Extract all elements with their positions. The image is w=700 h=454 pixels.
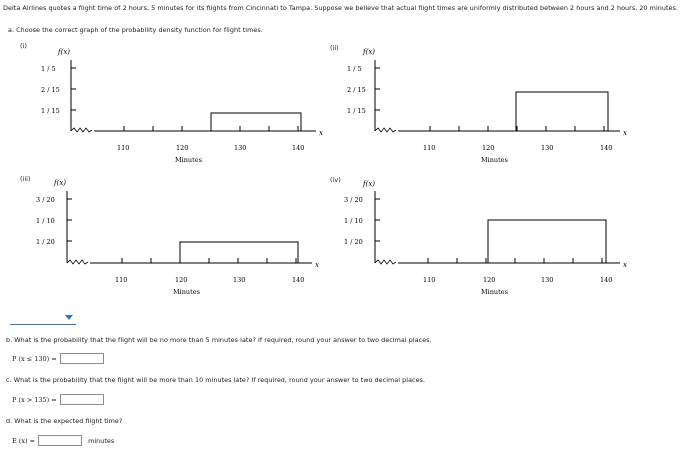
graph-2-density-rect [516,92,608,131]
part-d-unit: minutes [88,436,115,445]
problem-intro: Delta Airlines quotes a flight time of 2 hours, 5 minutes for its flights from Cincinnati to Tampa. Suppose we believe that actual flight times are uniformly distributed between 2 hours and 2 hours, 20 minutes. [3,4,678,12]
graph-4-svg [322,172,637,302]
part-d-question: d. What is the expected flight time? [6,417,123,425]
graph-2-axis-break [375,128,396,132]
part-b-expression: P (x ≤ 130) = [12,354,57,363]
graph-3-xtick-120: 120 [175,276,188,284]
graph-option-1 [20,40,335,170]
graph-2-xtick-130: 130 [541,144,554,152]
graph-3-fx-label: f(x) [54,179,67,187]
graph-4-ytick-1: 3 / 20 [344,196,363,204]
graph-3-xlabel: Minutes [173,288,200,296]
graph-1-ytick-2: 2 / 15 [41,86,60,94]
graph-1-density-rect [211,113,301,131]
part-d-expression: E (x) = [12,436,36,445]
part-a-question: a. Choose the correct graph of the probability density function for flight times. [8,26,263,34]
graph-1-xtick-110: 110 [117,144,130,152]
graph-option-2 [322,40,637,170]
graph-2-xlabel: Minutes [481,156,508,164]
graph-1-x-symbol: x [319,129,323,137]
graph-1-fx-label: f(x) [58,48,71,56]
graph-2-ytick-1: 1 / 5 [347,65,362,73]
part-b-question: b. What is the probability that the flight will be no more than 5 minutes late? If required, round your answer to two decimal places. [6,336,432,344]
part-d-answer-input[interactable] [38,435,82,446]
chevron-down-icon [65,315,73,320]
part-b-answer-input[interactable] [60,353,104,364]
part-c-question: c. What is the probability that the flight will be more than 10 minutes late? If required, round your answer to two decimal places. [6,376,426,384]
graph-choice-dropdown[interactable] [10,313,76,325]
part-d-row [12,434,114,447]
graph-2-ytick-2: 2 / 15 [347,86,366,94]
graph-2-x-symbol: x [623,129,627,137]
part-c-answer-input[interactable] [60,394,104,405]
graph-2-xtick-120: 120 [482,144,495,152]
part-c-expression: P (x > 135) = [12,395,57,404]
graph-1-ytick-3: 1 / 15 [41,107,60,115]
graph-2-xtick-140: 140 [600,144,613,152]
graph-4-density-rect [488,220,606,263]
graph-3-axis-break [67,260,88,264]
graph-4-xtick-140: 140 [600,276,613,284]
graph-4-xtick-130: 130 [541,276,554,284]
graph-3-ytick-1: 3 / 20 [36,196,55,204]
option-4-label: (iv) [330,176,341,184]
graph-4-fx-label: f(x) [363,180,376,188]
graph-3-xtick-140: 140 [292,276,305,284]
option-3-label: (iii) [20,175,31,183]
option-2-label: (ii) [330,44,339,52]
part-c-row [12,393,104,406]
part-b-row [12,352,104,365]
graph-4-xtick-120: 120 [483,276,496,284]
graph-4-x-symbol: x [623,261,627,269]
graph-option-4 [322,172,637,302]
graph-option-3 [20,172,335,302]
option-1-label: (i) [20,42,27,50]
graph-3-xtick-130: 130 [233,276,246,284]
graph-3-ytick-3: 1 / 20 [36,238,55,246]
graph-3-xtick-110: 110 [115,276,128,284]
graph-3-svg [20,172,335,302]
graph-4-xtick-110: 110 [423,276,436,284]
graph-1-xlabel: Minutes [175,156,202,164]
graph-1-svg [20,40,335,170]
graph-1-xtick-130: 130 [234,144,247,152]
graph-2-xtick-110: 110 [423,144,436,152]
graph-4-axis-break [375,260,396,264]
graph-2-ytick-3: 1 / 15 [347,107,366,115]
graph-3-x-symbol: x [315,261,319,269]
graph-1-ytick-1: 1 / 5 [41,65,56,73]
graph-1-xtick-140: 140 [292,144,305,152]
graph-4-ytick-2: 1 / 10 [344,217,363,225]
graph-1-axis-break [71,128,92,132]
graph-3-density-rect [180,242,298,263]
graph-1-xtick-120: 120 [176,144,189,152]
graph-2-fx-label: f(x) [363,48,376,56]
graph-4-ytick-3: 1 / 20 [344,238,363,246]
graph-2-svg [322,40,637,170]
graph-3-ytick-2: 1 / 10 [36,217,55,225]
graph-4-xlabel: Minutes [481,288,508,296]
